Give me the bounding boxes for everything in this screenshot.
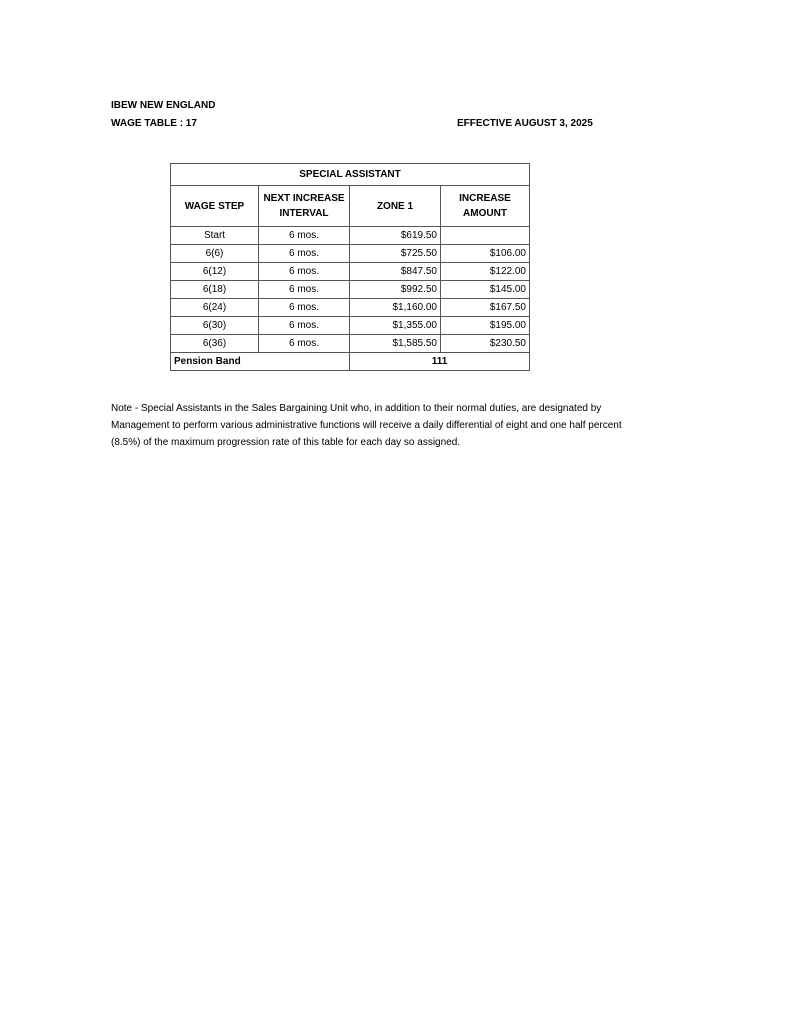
wage-step-cell: 6(36) [171, 335, 259, 353]
table-row [171, 317, 530, 335]
effective-date: EFFECTIVE AUGUST 3, 2025 [457, 118, 593, 129]
table-row [171, 263, 530, 281]
organization-name: IBEW NEW ENGLAND [111, 100, 216, 111]
wage-step-cell: 6(24) [171, 299, 259, 317]
table-title: SPECIAL ASSISTANT [171, 164, 530, 186]
increase-cell [441, 227, 530, 245]
interval-cell: 6 mos. [259, 335, 350, 353]
column-header-next-increase-interval: NEXT INCREASE INTERVAL [259, 186, 350, 227]
increase-cell: $167.50 [441, 299, 530, 317]
table-row [171, 281, 530, 299]
table-header-row [171, 186, 530, 227]
increase-cell: $195.00 [441, 317, 530, 335]
wage-step-cell: 6(18) [171, 281, 259, 299]
increase-cell: $106.00 [441, 245, 530, 263]
wage-table-label: WAGE TABLE : 17 [111, 118, 197, 129]
table-row [171, 227, 530, 245]
pension-band-row [171, 353, 530, 371]
increase-cell: $230.50 [441, 335, 530, 353]
zone1-cell: $1,585.50 [350, 335, 441, 353]
zone1-cell: $725.50 [350, 245, 441, 263]
wage-step-cell: 6(12) [171, 263, 259, 281]
footnote: Note - Special Assistants in the Sales Bargaining Unit who, in addition to their normal duties, are designated by Management to perform various administrative functions will receive a daily differential of eight and one half percent (8.5%) of the maximum progression rate of this table for each day so assigned. [111, 403, 622, 448]
increase-cell: $122.00 [441, 263, 530, 281]
column-header-wage-step: WAGE STEP [171, 186, 259, 227]
zone1-cell: $1,355.00 [350, 317, 441, 335]
wage-step-cell: Start [171, 227, 259, 245]
pension-band-label: Pension Band [171, 353, 350, 371]
column-header-zone-1: ZONE 1 [350, 186, 441, 227]
table-row [171, 245, 530, 263]
wage-step-cell: 6(6) [171, 245, 259, 263]
zone1-cell: $847.50 [350, 263, 441, 281]
interval-cell: 6 mos. [259, 317, 350, 335]
table-row [171, 299, 530, 317]
interval-cell: 6 mos. [259, 263, 350, 281]
interval-cell: 6 mos. [259, 299, 350, 317]
column-header-increase-amount: INCREASE AMOUNT [441, 186, 530, 227]
interval-cell: 6 mos. [259, 245, 350, 263]
pension-band-value: 111 [350, 353, 530, 371]
zone1-cell: $619.50 [350, 227, 441, 245]
interval-cell: 6 mos. [259, 281, 350, 299]
zone1-cell: $992.50 [350, 281, 441, 299]
table-title-row [171, 164, 530, 186]
zone1-cell: $1,160.00 [350, 299, 441, 317]
wage-step-cell: 6(30) [171, 317, 259, 335]
interval-cell: 6 mos. [259, 227, 350, 245]
wage-table [170, 163, 530, 371]
table-row [171, 335, 530, 353]
increase-cell: $145.00 [441, 281, 530, 299]
